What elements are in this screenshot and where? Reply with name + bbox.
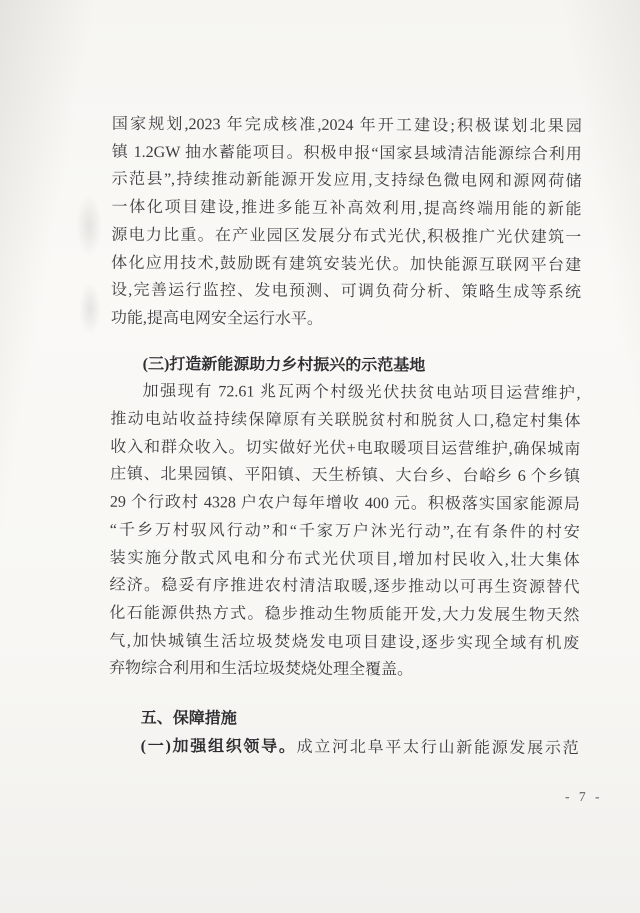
text-line: 弃物综合利用和生活垃圾焚烧处理全覆盖。: [109, 660, 414, 679]
document-body: [109, 111, 582, 763]
item-one-text: 成立河北阜平太行山新能源发展示范: [296, 738, 579, 757]
text-line: 功能,提高电网安全运行水平。: [110, 309, 323, 328]
text-line: 经济。稳妥有序推进农村清洁取暖,逐步推动以可再生资源替代: [109, 577, 580, 597]
scan-artifact: [76, 195, 102, 257]
section-five-item-one-line: [109, 733, 579, 763]
text-line: 国家规划,2023 年完成核准,2024 年开工建设;积极谋划北果园: [111, 115, 582, 136]
text-line: 一体化项目建设,推进多能互补高效利用,提高终端用能的新能: [111, 198, 582, 219]
text-line: 示范县”,持续推动新能源开发应用,支持绿色微电网和源网荷储: [111, 171, 582, 191]
section-three-heading: (三)打造新能源助力乡村振兴的示范基地: [142, 355, 426, 375]
text-line: 加强现有 72.61 兆瓦两个村级光伏扶贫电站项目运营维护,: [142, 383, 581, 403]
text-line: 收入和群众收入。切实做好光伏+电取暖项目运营维护,确保城南: [110, 438, 581, 458]
text-line: “千乡万村驭风行动”和“千家万户沐光行动”,在有条件的村安: [109, 521, 580, 542]
text-line: 气,加快城镇生活垃圾焚烧发电项目建设,逐步实现全域有机废: [109, 632, 580, 652]
scan-artifact: [79, 283, 101, 335]
text-line: 推动电站收益持续保障原有关联脱贫村和脱贫人口,稳定村集体: [110, 410, 581, 431]
text-line: 源电力比重。在产业园区发展分布式光伏,积极推广光伏建筑一: [111, 226, 582, 247]
text-line: 镇 1.2GW 抽水蓄能项目。积极申报“国家县域清洁能源综合利用: [111, 143, 582, 163]
text-line: 体化应用技术,鼓励既有建筑安装光伏。加快能源互联网平台建: [111, 254, 582, 274]
section-five-heading: 五、保障措施: [140, 709, 237, 728]
text-line: 庄镇、北果园镇、平阳镇、天生桥镇、大台乡、台峪乡 6 个乡镇: [110, 466, 581, 486]
text-line: 化石能源供热方式。稳步推动生物质能开发,大力发展生物天然: [109, 604, 580, 625]
item-one-heading: (一)加强组织领导。: [140, 737, 297, 756]
text-line: 29 个行政村 4328 户农户每年增收 400 元。积极落实国家能源局: [109, 493, 580, 514]
text-line: 设,完善运行监控、发电预测、可调负荷分析、策略生成等系统: [111, 281, 582, 302]
text-line: 装实施分散式风电和分布式光伏项目,增加村民收入,壮大集体: [109, 549, 580, 569]
page-number: - 7 -: [564, 788, 603, 805]
